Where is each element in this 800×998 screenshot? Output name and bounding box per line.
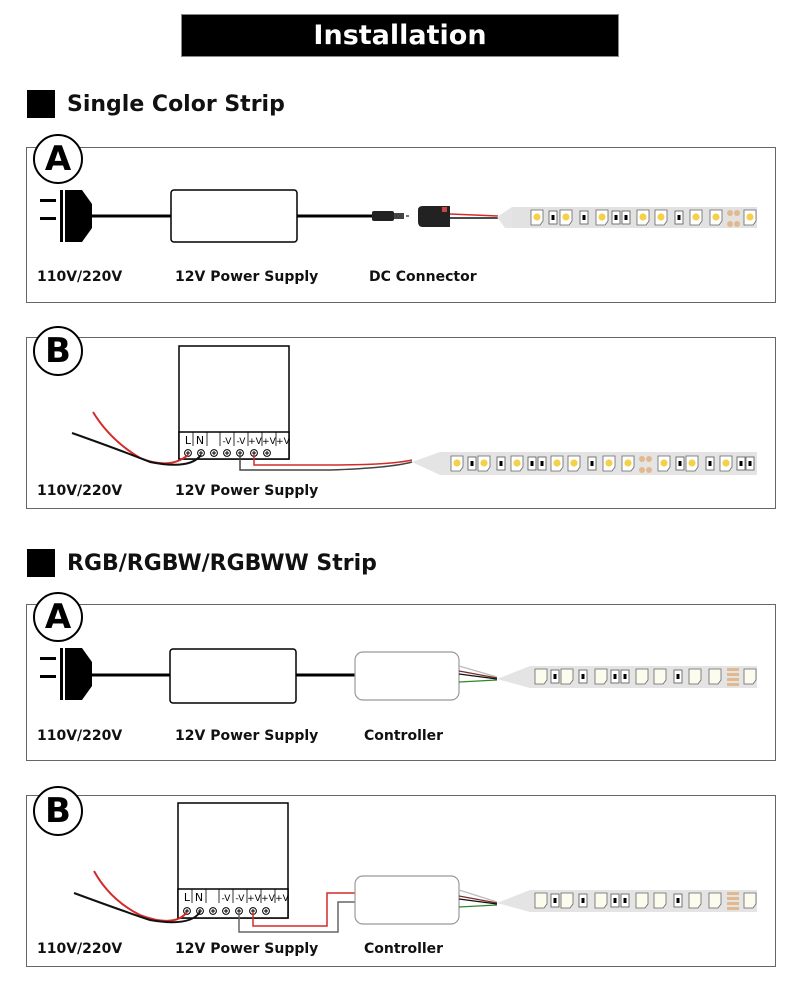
rgb-wires [459,890,497,907]
label-power-supply: 12V Power Supply [175,269,319,285]
controller-box [355,876,459,924]
label-mains: 110V/220V [37,269,123,285]
svg-text:-V: -V [221,894,231,904]
power-supply-unit [178,803,290,918]
dc-jack-icon [418,206,498,227]
label-power-supply: 12V Power Supply [175,483,319,499]
power-supply-box [171,190,297,242]
svg-text:-V: -V [222,437,232,447]
svg-text:L: L [183,891,191,904]
led-strip-rgb-a [497,666,757,688]
rgb-wires [459,666,497,682]
svg-text:+V: +V [261,894,275,904]
svg-text:+V: +V [262,437,276,447]
badge-b: B [33,786,83,836]
page-title: Installation [313,20,487,51]
controller-box [355,652,459,700]
power-supply-box [170,649,296,703]
badge-a: A [33,134,83,184]
led-strip-single-a [497,207,757,228]
label-controller: Controller [364,941,444,957]
svg-text:L: L [184,434,192,447]
label-controller: Controller [364,728,444,744]
section-title: Single Color Strip [67,91,285,117]
led-strip-single-b [412,452,757,475]
label-mains: 110V/220V [37,483,123,499]
section-title: RGB/RGBW/RGBWW Strip [67,550,377,576]
svg-text:+V: +V [247,894,261,904]
label-power-supply: 12V Power Supply [175,941,319,957]
label-mains: 110V/220V [37,941,123,957]
svg-text:-V: -V [235,894,245,904]
power-supply-unit [179,346,291,459]
plug-icon [40,648,92,700]
label-power-supply: 12V Power Supply [175,728,319,744]
dc-plug-icon [372,211,409,221]
svg-text:N: N [194,891,204,904]
label-mains: 110V/220V [37,728,123,744]
label-dc-connector: DC Connector [369,269,477,285]
svg-text:+V: +V [248,437,262,447]
badge-b: B [33,326,83,376]
led-strip-rgb-b [497,890,757,912]
badge-a: A [33,592,83,642]
svg-text:-V: -V [236,437,246,447]
plug-icon [40,190,92,242]
svg-text:+V: +V [275,894,289,904]
svg-text:+V: +V [276,437,290,447]
svg-text:N: N [195,434,205,447]
